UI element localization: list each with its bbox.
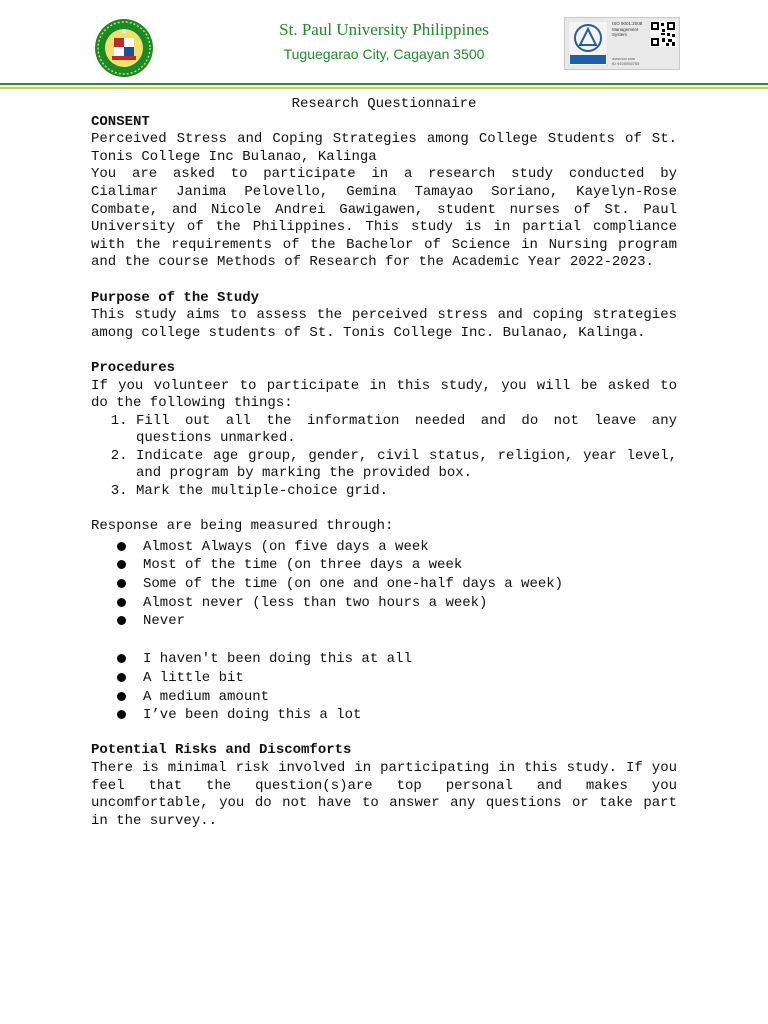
- consent-heading: CONSENT: [91, 113, 150, 130]
- amount-scale-list: [91, 650, 677, 724]
- purpose-paragraph: This study aims to assess the perceived stress and coping strategies among college students of St. Tonis College Inc. Bulanao, Kalinga.: [91, 307, 677, 341]
- bullet-icon: [117, 560, 126, 569]
- response-intro: Response are being measured through:: [91, 518, 394, 535]
- scale-item: Most of the time (on three days a week: [91, 556, 677, 575]
- bullet-icon: [117, 616, 126, 625]
- bullet-icon: [117, 710, 126, 719]
- study-title: Perceived Stress and Coping Strategies among College Students of St. Tonis College Inc Bulanao, Kalinga: [91, 131, 677, 165]
- bullet-icon: [117, 692, 126, 701]
- header-rule-green: [0, 83, 768, 85]
- risks-heading: Potential Risks and Discomforts: [91, 742, 352, 759]
- document-title: Research Questionnaire: [291, 96, 477, 112]
- scale-item: A little bit: [91, 669, 677, 688]
- procedures-heading: Procedures: [91, 359, 176, 376]
- procedures-list: [91, 413, 677, 501]
- scale-item: Almost never (less than two hours a week): [91, 594, 677, 613]
- letterhead: [0, 0, 768, 96]
- risks-paragraph: There is minimal risk involved in participating in this study. If you feel that the question(s)are top personal and makes you uncomfortable, you do not have to answer any questions or take part in the survey..: [91, 759, 677, 829]
- frequency-scale-list: [91, 538, 677, 631]
- qr-code-icon: [650, 21, 676, 47]
- intro-paragraph: You are asked to participate in a research study conducted by Cialimar Janima Pelovello, Gemina Tamayao Soriano, Kayelyn-Rose Combate, and Nicole Andrei Gawigawen, student nurses of St. Paul University of the Philippines. This study is in partial compliance with the requirements of the Bachelor of Science in Nursing program and the course Methods of Research for the Academic Year 2022-2023.: [91, 166, 677, 271]
- procedure-step: 3. Mark the multiple-choice grid.: [136, 483, 677, 501]
- scale-item: Some of the time (on one and one-half days a week): [91, 575, 677, 594]
- scale-item: A medium amount: [91, 688, 677, 707]
- iso-label: ISO 9001:2008 Management System: [612, 21, 643, 37]
- document-body: [91, 96, 677, 830]
- bullet-icon: [117, 673, 126, 682]
- bullet-icon: [117, 654, 126, 663]
- purpose-heading: Purpose of the Study: [91, 289, 260, 306]
- header-rule-yellow: [0, 87, 768, 89]
- cert-footer: www.tuv.com ID 9105056755: [612, 56, 640, 66]
- scale-item: I haven't been doing this at all: [91, 650, 677, 669]
- bullet-icon: [117, 579, 126, 588]
- university-name: St. Paul University Philippines: [279, 20, 489, 39]
- procedure-step: 2. Indicate age group, gender, civil status, religion, year level, and program by marking the provided box.: [136, 448, 677, 483]
- tuv-logo-icon: [568, 21, 608, 66]
- scale-item: Almost Always (on five days a week: [91, 538, 677, 557]
- bullet-icon: [117, 598, 126, 607]
- scale-item: Never: [91, 612, 677, 631]
- scale-item: I’ve been doing this a lot: [91, 706, 677, 725]
- bullet-icon: [117, 542, 126, 551]
- iso-certification-badge: [564, 17, 680, 70]
- procedure-step: 1. Fill out all the information needed and do not leave any questions unmarked.: [136, 413, 677, 448]
- university-city: Tuguegarao City, Cagayan 3500: [283, 46, 485, 62]
- procedures-intro: If you volunteer to participate in this study, you will be asked to do the following things:: [91, 377, 677, 412]
